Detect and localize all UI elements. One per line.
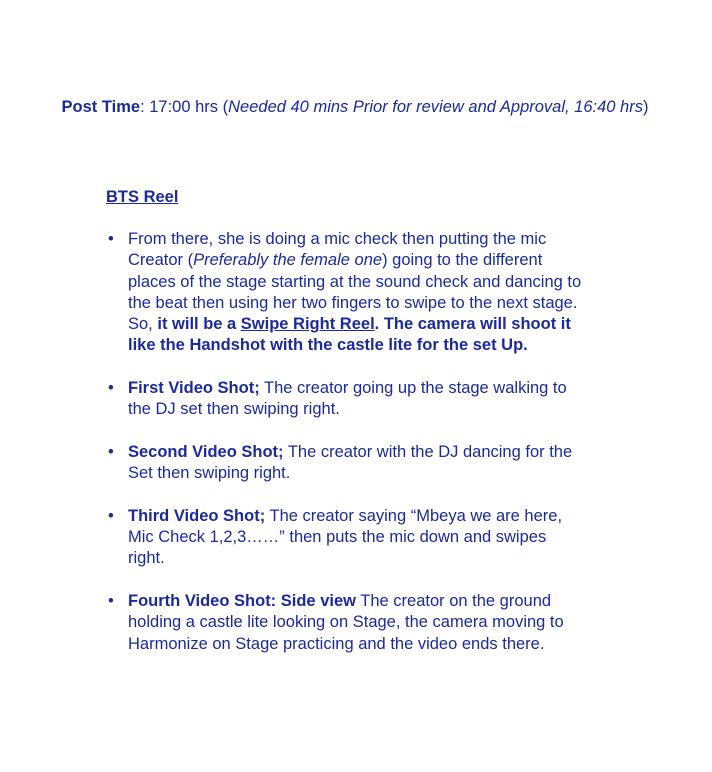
list-item-fourth-shot [106,591,586,655]
intro-text-1: From there, she is doing a mic check then putting the mic Creator ( [128,230,547,270]
third-shot-title: Third Video Shot; [128,506,266,525]
post-time-review-note: Needed 40 mins Prior for review and Approval, 16:40 hrs [228,98,643,116]
first-shot-text: The creator going up the stage walking to the DJ set then swiping right. [128,379,567,419]
intro-text-italic: Preferably the female one [193,251,383,270]
post-time-label: Post Time [61,98,141,116]
third-shot-text: The creator saying “Mbeya we are here, Mic Check 1,2,3……” then puts the mic down and swipes right. [128,506,563,568]
list-item-intro [106,229,586,357]
list-item-first-shot [106,378,586,421]
post-time-line [40,96,670,118]
bullet-icon: • [108,442,114,461]
post-time-value: 17:00 hrs ( [149,98,229,116]
post-time-close-paren: ) [642,98,649,116]
post-time-separator: : [140,98,150,116]
second-shot-text: The creator with the DJ dancing for the Set then swiping right. [128,442,573,483]
intro-text-bold: it will be a [157,315,241,334]
shot-list [106,229,586,676]
list-item-third-shot [106,506,586,570]
bullet-icon: • [108,230,114,248]
first-shot-title: First Video Shot; [128,379,260,398]
list-item-second-shot [106,442,586,485]
intro-text-bold-end: . The camera will shoot it like the Handshot with the castle lite for the set Up. [128,315,571,355]
fourth-shot-title: Fourth Video Shot: Side view [128,592,356,611]
swipe-right-reel-text: Swipe Right Reel [240,315,375,334]
second-shot-title: Second Video Shot; [128,442,284,461]
intro-text-2: ) going to the different places of the stage starting at the sound check and dancing to the beat then using her two fingers to swipe to the next stage. So, [128,251,582,334]
bullet-icon: • [108,506,114,525]
bts-reel-heading: BTS Reel [106,188,179,206]
fourth-shot-text: The creator on the ground holding a castle lite looking on Stage, the camera moving to Harmonize on Stage practicing and the video ends there. [128,592,564,653]
bullet-icon: • [108,379,114,398]
bullet-icon: • [108,592,114,611]
